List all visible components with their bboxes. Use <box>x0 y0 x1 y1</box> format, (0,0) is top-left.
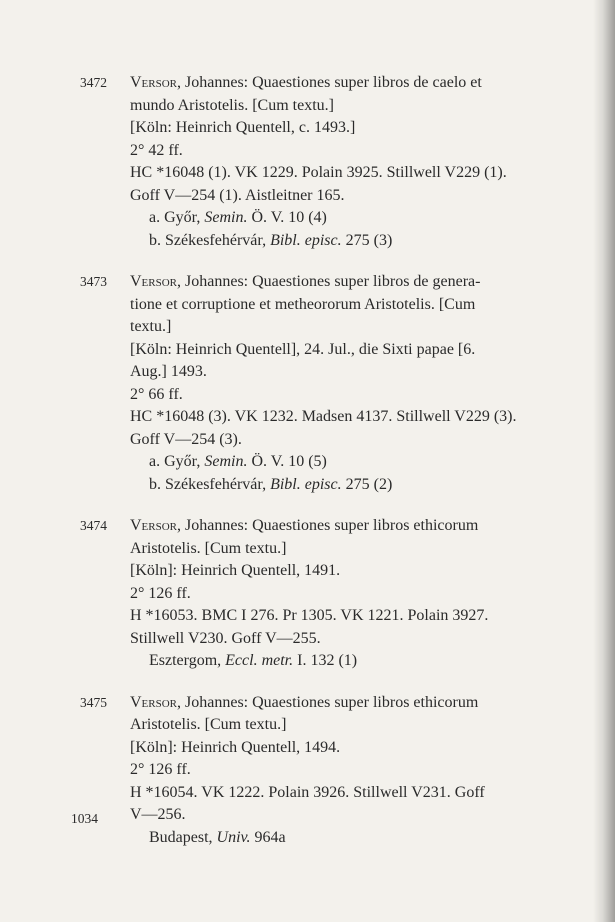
entry-number: 3472 <box>80 75 107 90</box>
entry-line: [Köln: Heinrich Quentell, c. 1493.] <box>130 119 356 136</box>
entry-title-line <box>130 72 596 95</box>
entry-line: 2° 126 ff. <box>130 584 191 602</box>
entry-body <box>130 692 596 850</box>
author-name: Versor, <box>130 517 182 534</box>
holding-library: Semin. <box>204 209 248 226</box>
holding-line <box>130 474 596 497</box>
holding-shelfmark: Ö. V. 10 (4) <box>247 209 327 226</box>
entry-line: V—256. <box>130 806 186 823</box>
catalogue-entry <box>0 72 600 252</box>
holding-shelfmark: 275 (2) <box>341 475 393 493</box>
holding-line <box>130 650 596 673</box>
holding-line <box>130 207 596 230</box>
author-name: Versor, <box>130 74 182 91</box>
holding-shelfmark: 964a <box>250 828 286 846</box>
title-text: Johannes: Quaestiones super libros de caelo et <box>181 74 482 91</box>
title-text: Johannes: Quaestiones super libros ethicorum <box>181 517 479 534</box>
entry-line: HC *16048 (3). VK 1232. Madsen 4137. Stillwell V229 (3). <box>130 408 517 425</box>
entry-line: [Köln]: Heinrich Quentell, 1494. <box>130 738 341 756</box>
holding-place: Esztergom, <box>149 652 226 669</box>
entry-title-line <box>130 515 596 538</box>
holding-shelfmark: Ö. V. 10 (5) <box>247 453 327 470</box>
title-text: Johannes: Quaestiones super libros de genera- <box>181 273 481 290</box>
entry-line: Aristotelis. [Cum textu.] <box>130 716 287 733</box>
catalogue-entries <box>0 72 600 849</box>
holding-place: b. Székesfehérvár, <box>149 231 271 249</box>
entry-line: mundo Aristotelis. [Cum textu.] <box>130 96 334 114</box>
entry-line: 2° 126 ff. <box>130 761 191 778</box>
author-name: Versor, <box>130 693 182 711</box>
entry-line: H *16053. BMC I 276. Pr 1305. VK 1221. Polain 3927. <box>130 607 489 624</box>
entry-line: HC *16048 (1). VK 1229. Polain 3925. Stillwell V229 (1). <box>130 164 507 181</box>
holding-place: b. Székesfehérvár, <box>149 475 271 493</box>
holding-library: Univ. <box>216 828 251 846</box>
entry-line: Aug.] 1493. <box>130 363 207 380</box>
holding-library: Bibl. episc. <box>270 475 342 493</box>
holding-place: a. Győr, <box>149 453 205 470</box>
page-number: 1034 <box>71 811 98 826</box>
holding-library: Semin. <box>204 453 248 470</box>
entry-line: Stillwell V230. Goff V—255. <box>130 629 321 647</box>
holding-line <box>130 230 596 253</box>
entry-title-line <box>130 271 596 294</box>
holding-shelfmark: 275 (3) <box>341 231 393 249</box>
holding-library: Bibl. episc. <box>270 231 342 249</box>
holding-library: Eccl. metr. <box>225 652 294 669</box>
entry-number: 3473 <box>80 274 107 289</box>
holding-line <box>130 827 596 850</box>
title-text: Johannes: Quaestiones super libros ethicorum <box>181 693 479 711</box>
entry-line: H *16054. VK 1222. Polain 3926. Stillwell V231. Goff <box>130 783 485 801</box>
entry-line: textu.] <box>130 318 172 335</box>
entry-line: 2° 66 ff. <box>130 385 183 403</box>
entry-number: 3475 <box>80 694 107 710</box>
catalogue-entry <box>0 271 600 496</box>
entry-title-line <box>130 692 596 715</box>
holding-shelfmark: I. 132 (1) <box>293 652 358 669</box>
entry-line: 2° 42 ff. <box>130 141 183 159</box>
entry-body <box>130 72 596 252</box>
entry-line: Aristotelis. [Cum textu.] <box>130 539 287 557</box>
entry-line: Goff V—254 (3). <box>130 430 242 448</box>
holding-place: Budapest, <box>149 828 217 846</box>
holding-place: a. Győr, <box>149 209 205 226</box>
entry-line: tione et corruptione et metheororum Aristotelis. [Cum <box>130 295 476 313</box>
holding-line <box>130 451 596 474</box>
entry-body <box>130 271 596 496</box>
entry-line: [Köln: Heinrich Quentell], 24. Jul., die Sixti papae [6. <box>130 340 476 358</box>
author-name: Versor, <box>130 273 182 290</box>
entry-body <box>130 515 596 673</box>
entry-line: [Köln]: Heinrich Quentell, 1491. <box>130 562 341 579</box>
entry-line: Goff V—254 (1). Aistleitner 165. <box>130 186 345 204</box>
catalogue-entry <box>0 515 600 673</box>
entry-number: 3474 <box>80 518 107 533</box>
